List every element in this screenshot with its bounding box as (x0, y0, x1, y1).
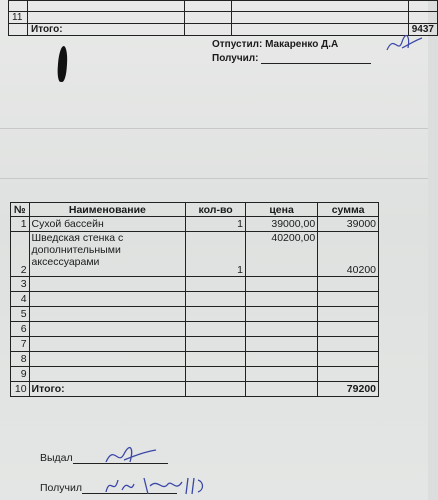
table-row: 9 (11, 367, 379, 382)
signature-received (100, 470, 210, 500)
released-label: Отпустил: (212, 39, 263, 50)
table-row: 7 (11, 337, 379, 352)
previous-table (8, 0, 438, 36)
table-row: 3 (11, 277, 379, 292)
table-row: 6 (11, 322, 379, 337)
header-row (11, 203, 379, 217)
col-sum: сумма (318, 203, 379, 217)
total-row: 10 Итого: 79200 (11, 382, 379, 397)
signature-top (384, 30, 424, 58)
issued-label: Выдал (40, 452, 73, 464)
col-name: Наименование (29, 203, 186, 217)
paper-fold (0, 128, 428, 129)
col-qty: кол-во (186, 203, 246, 217)
total-value: 9437 (408, 24, 437, 36)
released-by (212, 39, 338, 50)
footer-received-label: Получил (40, 482, 82, 494)
total-label: Итого: (28, 24, 185, 36)
col-no: № (11, 203, 30, 217)
table-row: 4 (11, 292, 379, 307)
goods-table (10, 202, 379, 397)
received-label: Получил: (212, 53, 259, 64)
received-by (212, 53, 371, 64)
table-row: 5 (11, 307, 379, 322)
goods-total-value: 79200 (318, 382, 379, 397)
table-row: 1 Сухой бассейн 1 39000,00 39000 (11, 217, 379, 232)
table-row: 8 (11, 352, 379, 367)
col-price: цена (246, 203, 318, 217)
paper-fold (0, 178, 428, 179)
table-row: 2 Шведская стенка с дополнительными аксессуарами 1 40200,00 40200 (11, 232, 379, 277)
released-name: Макаренко Д.А (265, 39, 339, 50)
signature-issued (100, 440, 160, 470)
row-number: 11 (9, 12, 28, 24)
goods-total-label: Итого: (29, 382, 186, 397)
